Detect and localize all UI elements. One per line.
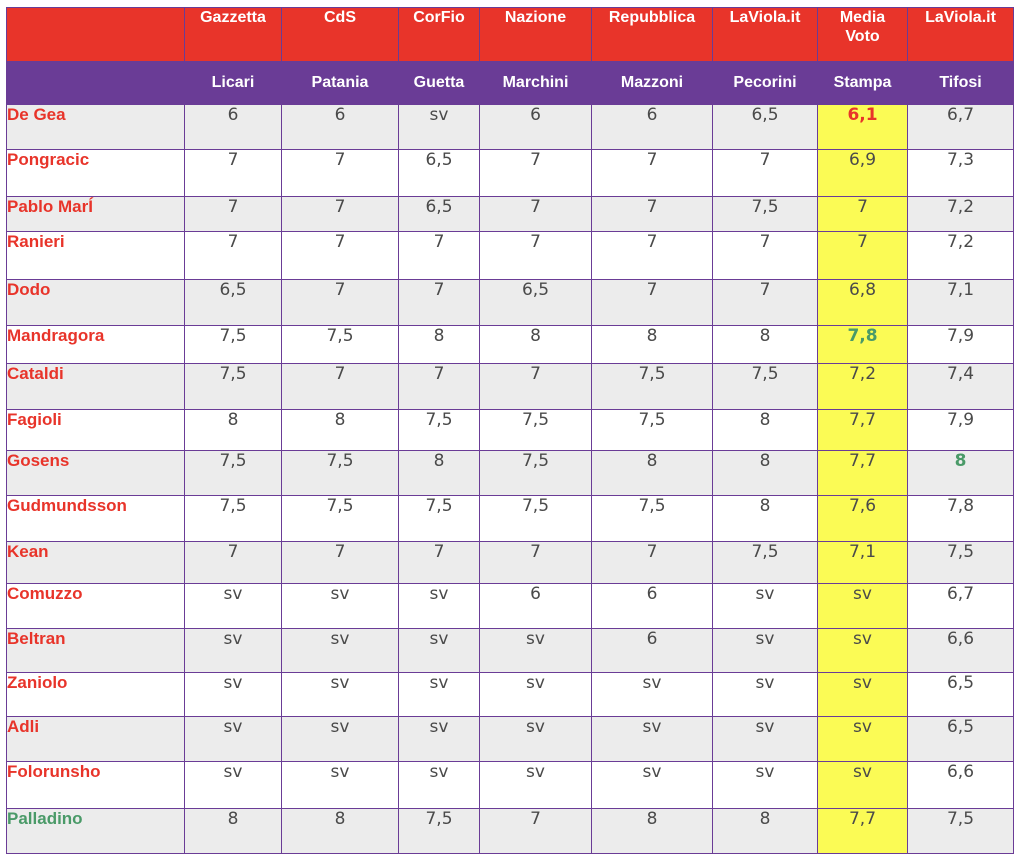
player-name: Gosens bbox=[7, 451, 185, 496]
grade-cell: 8 bbox=[713, 496, 818, 542]
grade-cell: 7 bbox=[592, 232, 713, 280]
grade-cell: 6 bbox=[185, 105, 282, 150]
grade-media-cell: 7,6 bbox=[818, 496, 908, 542]
table-row bbox=[7, 629, 1014, 673]
table-row bbox=[7, 496, 1014, 542]
grade-tifosi-cell: 7,9 bbox=[908, 410, 1014, 451]
grade-cell: 8 bbox=[592, 451, 713, 496]
grade-cell: sv bbox=[185, 629, 282, 673]
player-name: Ranieri bbox=[7, 232, 185, 280]
player-name: Palladino bbox=[7, 809, 185, 854]
grade-cell: 8 bbox=[399, 326, 480, 364]
grade-cell: sv bbox=[185, 584, 282, 629]
grade-cell: 6,5 bbox=[713, 105, 818, 150]
grade-cell: 6,5 bbox=[480, 280, 592, 326]
table-row bbox=[7, 364, 1014, 410]
player-name: Fagioli bbox=[7, 410, 185, 451]
grade-cell: 8 bbox=[480, 326, 592, 364]
grade-cell: 7,5 bbox=[282, 326, 399, 364]
player-name: Comuzzo bbox=[7, 584, 185, 629]
grade-cell: sv bbox=[713, 584, 818, 629]
grade-cell: 7 bbox=[399, 364, 480, 410]
table-row bbox=[7, 150, 1014, 197]
player-name: Zaniolo bbox=[7, 673, 185, 717]
grade-tifosi-cell: 6,6 bbox=[908, 762, 1014, 809]
table-row bbox=[7, 197, 1014, 232]
grade-cell: 7,5 bbox=[592, 364, 713, 410]
header-author-licari: Licari bbox=[185, 62, 282, 105]
grade-cell: 8 bbox=[185, 410, 282, 451]
header-source-gazzetta: Gazzetta bbox=[185, 8, 282, 62]
grade-cell: 7 bbox=[480, 197, 592, 232]
grade-cell: sv bbox=[399, 105, 480, 150]
grade-cell: 8 bbox=[282, 809, 399, 854]
grade-cell: sv bbox=[282, 762, 399, 809]
grade-tifosi-cell: 7,5 bbox=[908, 809, 1014, 854]
grade-cell: 8 bbox=[399, 451, 480, 496]
grade-cell: 8 bbox=[713, 326, 818, 364]
header-source-nazione: Nazione bbox=[480, 8, 592, 62]
grade-cell: 7,5 bbox=[185, 496, 282, 542]
table-row bbox=[7, 717, 1014, 762]
header-source-corfio: CorFio bbox=[399, 8, 480, 62]
grade-cell: 7 bbox=[592, 197, 713, 232]
header-author-guetta: Guetta bbox=[399, 62, 480, 105]
grade-cell: 7 bbox=[282, 542, 399, 584]
grade-cell: 6 bbox=[480, 105, 592, 150]
grade-cell: 7 bbox=[185, 150, 282, 197]
grade-cell: sv bbox=[399, 629, 480, 673]
grade-cell: 6,5 bbox=[399, 150, 480, 197]
player-name: Beltran bbox=[7, 629, 185, 673]
grade-cell: 7 bbox=[282, 364, 399, 410]
table-row bbox=[7, 542, 1014, 584]
player-name: Kean bbox=[7, 542, 185, 584]
grade-tifosi-cell: 7,1 bbox=[908, 280, 1014, 326]
grade-cell: 7 bbox=[713, 232, 818, 280]
grade-cell: 7,5 bbox=[185, 451, 282, 496]
table-row bbox=[7, 762, 1014, 809]
table-row bbox=[7, 326, 1014, 364]
grade-cell: sv bbox=[399, 673, 480, 717]
table-row bbox=[7, 280, 1014, 326]
grade-cell: 7 bbox=[399, 232, 480, 280]
header-author-mazzoni: Mazzoni bbox=[592, 62, 713, 105]
grade-media-cell: 7,8 bbox=[818, 326, 908, 364]
grade-cell: sv bbox=[480, 762, 592, 809]
grade-cell: 7,5 bbox=[282, 451, 399, 496]
grade-cell: 6 bbox=[592, 629, 713, 673]
grade-cell: 7 bbox=[282, 150, 399, 197]
header-author-stampa: Stampa bbox=[818, 62, 908, 105]
grade-cell: sv bbox=[480, 629, 592, 673]
player-name: Pongracic bbox=[7, 150, 185, 197]
grade-media-cell: sv bbox=[818, 584, 908, 629]
header-row-sources bbox=[7, 8, 1014, 62]
grade-cell: 7,5 bbox=[480, 496, 592, 542]
grade-cell: sv bbox=[592, 673, 713, 717]
header-author-patania: Patania bbox=[282, 62, 399, 105]
grade-cell: 6 bbox=[480, 584, 592, 629]
grade-cell: 7,5 bbox=[592, 410, 713, 451]
grade-cell: sv bbox=[185, 717, 282, 762]
header-author-pecorini: Pecorini bbox=[713, 62, 818, 105]
grade-cell: 7 bbox=[713, 280, 818, 326]
header-corner bbox=[7, 8, 185, 62]
grade-cell: sv bbox=[592, 762, 713, 809]
grade-cell: 7 bbox=[480, 232, 592, 280]
player-name: Adli bbox=[7, 717, 185, 762]
grade-cell: 7 bbox=[185, 232, 282, 280]
player-name: Dodo bbox=[7, 280, 185, 326]
grade-cell: 8 bbox=[713, 809, 818, 854]
grade-cell: 7,5 bbox=[399, 410, 480, 451]
grade-cell: 6,5 bbox=[185, 280, 282, 326]
grade-tifosi-cell: 6,5 bbox=[908, 717, 1014, 762]
grade-tifosi-cell: 7,3 bbox=[908, 150, 1014, 197]
table-row bbox=[7, 584, 1014, 629]
grade-media-cell: 6,1 bbox=[818, 105, 908, 150]
grade-cell: sv bbox=[282, 717, 399, 762]
grade-cell: 7 bbox=[399, 280, 480, 326]
grade-media-cell: 7,7 bbox=[818, 809, 908, 854]
header-source-laviola-tifosi: LaViola.it bbox=[908, 8, 1014, 62]
grade-cell: 7,5 bbox=[480, 451, 592, 496]
grade-cell: 7 bbox=[480, 364, 592, 410]
grade-media-cell: sv bbox=[818, 629, 908, 673]
grade-tifosi-cell: 6,7 bbox=[908, 584, 1014, 629]
table-row bbox=[7, 673, 1014, 717]
grade-cell: 7 bbox=[480, 542, 592, 584]
grade-cell: 7,5 bbox=[282, 496, 399, 542]
grade-cell: 7 bbox=[282, 197, 399, 232]
table-row bbox=[7, 232, 1014, 280]
grade-cell: 7 bbox=[592, 150, 713, 197]
grade-media-cell: 7,2 bbox=[818, 364, 908, 410]
grade-cell: 6,5 bbox=[399, 197, 480, 232]
grade-media-cell: 7 bbox=[818, 197, 908, 232]
header-row-authors bbox=[7, 62, 1014, 105]
grade-cell: 8 bbox=[185, 809, 282, 854]
grade-cell: 7 bbox=[185, 197, 282, 232]
grade-cell: 7,5 bbox=[399, 809, 480, 854]
grade-tifosi-cell: 7,8 bbox=[908, 496, 1014, 542]
grades-table bbox=[6, 7, 1014, 854]
grade-cell: 6 bbox=[592, 584, 713, 629]
table-row bbox=[7, 809, 1014, 854]
table-row bbox=[7, 105, 1014, 150]
grade-media-cell: 6,8 bbox=[818, 280, 908, 326]
grade-cell: 7,5 bbox=[399, 496, 480, 542]
header-source-laviola: LaViola.it bbox=[713, 8, 818, 62]
grade-media-cell: 7,7 bbox=[818, 410, 908, 451]
grade-cell: 7 bbox=[713, 150, 818, 197]
grade-cell: sv bbox=[592, 717, 713, 762]
grade-tifosi-cell: 6,7 bbox=[908, 105, 1014, 150]
grade-cell: 8 bbox=[592, 326, 713, 364]
grade-cell: 7 bbox=[185, 542, 282, 584]
grade-cell: 8 bbox=[713, 410, 818, 451]
grade-cell: sv bbox=[185, 762, 282, 809]
player-name: Folorunsho bbox=[7, 762, 185, 809]
grade-cell: 7 bbox=[592, 542, 713, 584]
grade-media-cell: 7 bbox=[818, 232, 908, 280]
grade-cell: 7,5 bbox=[480, 410, 592, 451]
grade-media-cell: 7,1 bbox=[818, 542, 908, 584]
grade-cell: sv bbox=[713, 673, 818, 717]
grade-cell: 7 bbox=[480, 150, 592, 197]
grade-cell: 7 bbox=[399, 542, 480, 584]
grade-cell: sv bbox=[185, 673, 282, 717]
grade-cell: sv bbox=[282, 629, 399, 673]
table-row bbox=[7, 451, 1014, 496]
grade-cell: sv bbox=[399, 762, 480, 809]
player-name: Pablo MarÍ bbox=[7, 197, 185, 232]
grade-cell: sv bbox=[713, 629, 818, 673]
grade-cell: sv bbox=[282, 673, 399, 717]
grade-tifosi-cell: 7,2 bbox=[908, 197, 1014, 232]
header-source-media-voto: Media Voto bbox=[818, 8, 908, 62]
grade-media-cell: 6,9 bbox=[818, 150, 908, 197]
grade-cell: 8 bbox=[282, 410, 399, 451]
grade-media-cell: sv bbox=[818, 762, 908, 809]
grade-tifosi-cell: 7,4 bbox=[908, 364, 1014, 410]
grade-cell: sv bbox=[480, 717, 592, 762]
grade-cell: 8 bbox=[713, 451, 818, 496]
grade-cell: 7,5 bbox=[713, 197, 818, 232]
grade-cell: 6 bbox=[282, 105, 399, 150]
grade-cell: 7,5 bbox=[185, 364, 282, 410]
grade-cell: 7,5 bbox=[185, 326, 282, 364]
grade-cell: sv bbox=[480, 673, 592, 717]
player-name: Cataldi bbox=[7, 364, 185, 410]
grade-cell: 7 bbox=[592, 280, 713, 326]
header-author-tifosi: Tifosi bbox=[908, 62, 1014, 105]
grade-cell: 7 bbox=[282, 280, 399, 326]
grade-media-cell: sv bbox=[818, 673, 908, 717]
grade-media-cell: 7,7 bbox=[818, 451, 908, 496]
grade-cell: 8 bbox=[592, 809, 713, 854]
grade-cell: sv bbox=[282, 584, 399, 629]
grade-cell: 7,5 bbox=[713, 542, 818, 584]
player-name: Gudmundsson bbox=[7, 496, 185, 542]
grade-cell: 7,5 bbox=[592, 496, 713, 542]
grade-tifosi-cell: 6,5 bbox=[908, 673, 1014, 717]
grade-cell: 7 bbox=[480, 809, 592, 854]
grade-tifosi-cell: 7,2 bbox=[908, 232, 1014, 280]
header-corner-2 bbox=[7, 62, 185, 105]
grade-cell: sv bbox=[713, 717, 818, 762]
grade-cell: 7,5 bbox=[713, 364, 818, 410]
grade-cell: sv bbox=[713, 762, 818, 809]
grade-media-cell: sv bbox=[818, 717, 908, 762]
grade-tifosi-cell: 6,6 bbox=[908, 629, 1014, 673]
header-author-marchini: Marchini bbox=[480, 62, 592, 105]
grade-cell: 6 bbox=[592, 105, 713, 150]
grade-tifosi-cell: 7,9 bbox=[908, 326, 1014, 364]
header-source-repubblica: Repubblica bbox=[592, 8, 713, 62]
grade-cell: 7 bbox=[282, 232, 399, 280]
header-source-cds: CdS bbox=[282, 8, 399, 62]
player-name: De Gea bbox=[7, 105, 185, 150]
table-row bbox=[7, 410, 1014, 451]
grade-cell: sv bbox=[399, 717, 480, 762]
grade-tifosi-cell: 7,5 bbox=[908, 542, 1014, 584]
grade-cell: sv bbox=[399, 584, 480, 629]
player-name: Mandragora bbox=[7, 326, 185, 364]
grade-tifosi-cell: 8 bbox=[908, 451, 1014, 496]
